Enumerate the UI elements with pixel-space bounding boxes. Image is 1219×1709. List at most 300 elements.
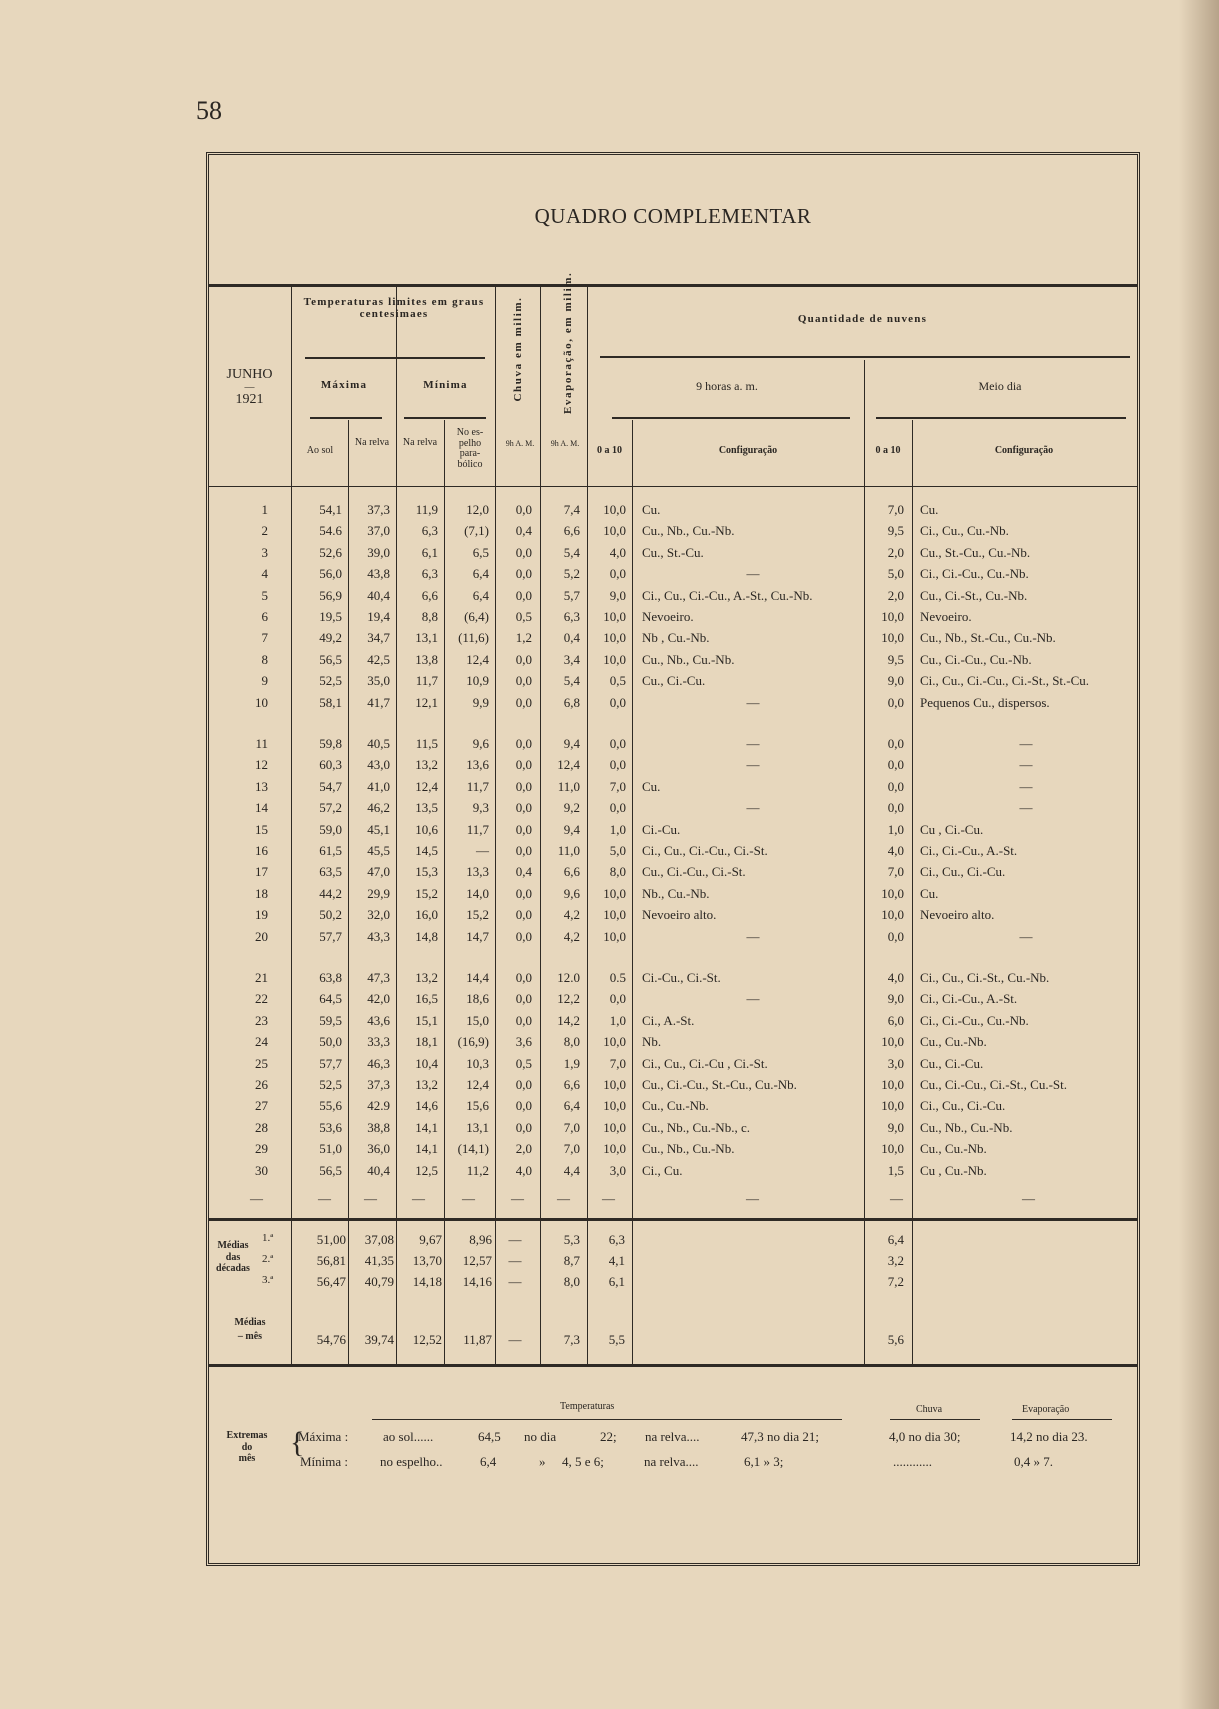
cell-c9: Cu.: [642, 778, 661, 794]
cell-d: 3: [261, 544, 268, 560]
cell-esp: 11,2: [466, 1162, 489, 1178]
cell-n12: 0,0: [887, 800, 904, 816]
cell-min: 12,4: [415, 778, 438, 794]
cell-esp: 15,2: [466, 907, 489, 923]
cell-n12: 9,0: [887, 991, 904, 1007]
cell-eva: 5,2: [563, 566, 580, 582]
decada-n12: 3,2: [887, 1253, 904, 1268]
footer-max-c: no dia: [524, 1429, 557, 1444]
dash-cell: —: [318, 1191, 331, 1206]
cell-sol: 61,5: [319, 843, 342, 858]
cell-c12: Cu., Ci.-Cu.: [920, 1055, 984, 1071]
temp-group-brace: [305, 357, 485, 359]
cell-n9: 4,0: [609, 544, 626, 560]
cell-sol: 54,7: [319, 778, 342, 794]
cell-esp: (7,1): [464, 523, 489, 539]
cell-c9: —: [746, 928, 760, 944]
cell-n9: 0,0: [609, 757, 626, 773]
footer-min-g: ............: [893, 1454, 932, 1469]
cell-min: 6,3: [421, 566, 438, 582]
page-number: 58: [196, 96, 222, 125]
header-month-dash: —: [244, 381, 255, 393]
cell-n12: 2,0: [887, 544, 904, 560]
cell-eva: 1,9: [563, 1055, 580, 1071]
cell-c9: Nevoeiro alto.: [642, 907, 717, 923]
cell-esp: 13,3: [466, 864, 489, 880]
table-title: QUADRO COMPLEMENTAR: [534, 204, 812, 228]
cell-esp: 14,0: [466, 885, 489, 901]
cell-sol: 49,2: [319, 630, 342, 646]
cell-c12: Cu.: [920, 885, 939, 901]
cell-sol: 56,0: [319, 566, 342, 582]
cell-eva: 6,3: [563, 609, 580, 624]
decada-eva: 5,3: [563, 1232, 580, 1247]
cell-eva: 7,4: [563, 502, 580, 517]
cell-chu: 0,0: [515, 651, 532, 667]
nuvens-brace: [600, 356, 1130, 358]
cell-sol: 56,5: [319, 1162, 342, 1178]
cell-d: 20: [255, 928, 268, 944]
cell-rel: 43,0: [367, 757, 390, 773]
cell-chu: 0,0: [515, 991, 532, 1007]
decada-sol: 56,81: [316, 1253, 346, 1268]
cell-min: 15,3: [415, 864, 438, 880]
cell-d: 27: [255, 1098, 268, 1114]
header-month: [208, 368, 291, 408]
dash-cell: —: [364, 1191, 377, 1206]
medias-mes-rel: 39,74: [364, 1332, 394, 1347]
cell-c12: Cu.: [920, 502, 939, 517]
cell-rel: 42,0: [367, 991, 390, 1007]
cell-d: 7: [261, 630, 268, 646]
cell-n12: 10,0: [881, 885, 904, 901]
cell-n9: 7,0: [609, 778, 626, 794]
meio-dia-brace: [876, 417, 1126, 419]
dash-cell: —: [462, 1191, 475, 1206]
cell-min: 13,2: [415, 1077, 438, 1092]
decada-rel: 37,08: [364, 1232, 394, 1247]
cell-c9: Ci., A.-St.: [642, 1012, 695, 1028]
footer-min-a: no espelho..: [380, 1454, 443, 1469]
cell-rel: 45,5: [367, 843, 390, 858]
footer-min-b: 6,4: [480, 1454, 497, 1469]
cell-n9: 0,5: [609, 673, 626, 689]
cell-d: 16: [255, 843, 268, 858]
cell-chu: 0,0: [515, 757, 532, 773]
cell-esp: 10,9: [466, 673, 489, 689]
header-maxima: Máxima: [320, 379, 368, 391]
cell-n9: 10,0: [603, 907, 626, 923]
cell-esp: 11,7: [466, 778, 489, 794]
cell-min: 13,2: [415, 970, 438, 985]
cell-rel: 40,4: [367, 1162, 390, 1178]
cell-rel: 37,3: [367, 502, 390, 517]
cell-min: 14,5: [415, 843, 438, 858]
cell-n12: 3,0: [887, 1055, 904, 1071]
cell-min: 14,1: [415, 1119, 438, 1135]
cell-c12: Ci., Ci.-Cu., A.-St.: [920, 991, 1018, 1007]
cell-chu: 0,0: [515, 907, 532, 923]
cell-rel: 43,6: [367, 1012, 390, 1028]
cell-esp: 9,6: [472, 736, 489, 751]
cell-c9: Ci.-Cu.: [642, 821, 681, 837]
footer-max-a: ao sol......: [383, 1429, 434, 1444]
medias-mes-line2: – mês: [237, 1331, 263, 1342]
medias-mes-n12: 5,6: [887, 1332, 904, 1347]
cell-eva: 0,4: [563, 630, 580, 646]
cell-rel: 41,0: [367, 778, 390, 794]
cell-rel: 34,7: [367, 630, 390, 646]
cell-sol: 51,0: [319, 1141, 342, 1157]
medias-decadas-label: [212, 1240, 254, 1275]
cell-d: 25: [255, 1055, 268, 1071]
decada-rel: 40,79: [364, 1274, 394, 1289]
cell-esp: 14,4: [466, 970, 489, 985]
cell-min: 11,7: [415, 673, 438, 689]
cell-esp: 6,4: [472, 587, 489, 603]
cell-eva: 6,8: [563, 694, 580, 710]
cell-n9: 5,0: [609, 843, 626, 858]
footer-max-label: Máxima :: [298, 1429, 349, 1444]
cell-esp: 12,0: [466, 502, 489, 517]
cell-d: 10: [255, 694, 268, 710]
footer-evaporacao: Evaporação: [1022, 1404, 1070, 1415]
cell-eva: 5,7: [563, 587, 580, 603]
cell-min: 11,9: [415, 502, 438, 517]
cell-c9: —: [746, 991, 760, 1007]
dash-cell: —: [412, 1191, 425, 1206]
cell-c9: —: [746, 736, 760, 751]
cell-n12: 10,0: [881, 1077, 904, 1092]
cell-n12: 0,0: [887, 778, 904, 794]
cell-eva: 9,6: [563, 885, 580, 901]
decada-label: 3.ª: [262, 1274, 274, 1286]
decada-n9: 6,3: [608, 1232, 625, 1247]
dash-cell: —: [890, 1191, 903, 1206]
cell-chu: 0,0: [515, 566, 532, 582]
cell-d: 12: [255, 757, 268, 773]
footer-min-e: na relva....: [644, 1454, 699, 1469]
cell-sol: 53,6: [319, 1119, 342, 1135]
cell-c9: Nevoeiro.: [642, 609, 694, 624]
cell-eva: 12,4: [557, 757, 580, 773]
header-nuvens: Quantidade de nuvens: [797, 313, 928, 325]
cell-n9: 0,0: [609, 800, 626, 816]
cell-c12: Cu , Cu.-Nb.: [920, 1162, 987, 1178]
cell-min: 18,1: [415, 1034, 438, 1050]
cell-n12: 2,0: [887, 587, 904, 603]
cell-chu: 0,4: [515, 864, 532, 880]
cell-chu: 0,0: [515, 843, 532, 858]
cell-sol: 54,1: [319, 502, 342, 517]
cell-esp: 11,7: [466, 821, 489, 837]
cell-n12: 0,0: [887, 736, 904, 751]
cell-n12: 7,0: [887, 502, 904, 517]
decada-n9: 6,1: [608, 1274, 625, 1289]
cell-c9: Cu., Ci.-Cu.: [642, 673, 706, 689]
cell-c12: Cu., Ci.-Cu., Ci.-St., Cu.-St.: [920, 1077, 1067, 1092]
cell-d: 5: [261, 587, 268, 603]
medias-mes-sol: 54,76: [316, 1332, 346, 1347]
dash-cell: —: [250, 1191, 263, 1206]
cell-c12: Ci., Ci.-Cu., Cu.-Nb.: [920, 1012, 1029, 1028]
minima-brace: [404, 417, 486, 419]
cell-eva: 4,2: [563, 907, 580, 923]
cell-n12: 10,0: [881, 609, 904, 624]
medias-decadas-line2: das: [225, 1251, 241, 1263]
cell-c12: Cu., St.-Cu., Cu.-Nb.: [920, 544, 1031, 560]
cell-eva: 11,0: [557, 843, 580, 858]
maxima-brace: [310, 417, 382, 419]
cell-d: 6: [261, 609, 268, 624]
cell-chu: 0,0: [515, 885, 532, 901]
cell-c12: Ci., Ci.-Cu., Cu.-Nb.: [920, 566, 1029, 582]
header-month-label: JUNHO: [226, 367, 273, 382]
cell-chu: 0,5: [515, 1055, 532, 1071]
cell-n12: 9,0: [887, 1119, 904, 1135]
cell-esp: 12,4: [466, 651, 489, 667]
cell-esp: 9,9: [472, 694, 489, 710]
cell-sol: 60,3: [319, 757, 342, 773]
cell-c12: Ci., Cu., Ci.-St., Cu.-Nb.: [920, 970, 1050, 985]
cell-rel: 39,0: [367, 544, 390, 560]
cell-d: 8: [261, 651, 268, 667]
cell-d: 13: [255, 778, 268, 794]
cell-rel: 47,0: [367, 864, 390, 880]
col-divider-n12: [912, 420, 913, 1364]
cell-min: 13,2: [415, 757, 438, 773]
cell-chu: 0,0: [515, 821, 532, 837]
cell-min: 16,0: [415, 907, 438, 923]
cell-n12: 6,0: [887, 1012, 904, 1028]
cell-d: 15: [255, 821, 268, 837]
cell-sol: 50,0: [319, 1034, 342, 1050]
cell-n12: 7,0: [887, 864, 904, 880]
decada-label: 1.ª: [262, 1232, 274, 1244]
cell-n9: 10,0: [603, 630, 626, 646]
cell-min: 8,8: [421, 609, 438, 624]
cell-esp: 13,6: [466, 757, 489, 773]
cell-rel: 40,4: [367, 587, 390, 603]
cell-c9: Nb., Cu.-Nb.: [642, 885, 710, 901]
cell-n9: 9,0: [609, 587, 626, 603]
cell-eva: 4,4: [563, 1162, 580, 1178]
footer-extremas-label: [212, 1430, 282, 1465]
cell-d: 23: [255, 1012, 268, 1028]
header-na-relva-min: Na relva: [402, 437, 438, 448]
cell-eva: 9,2: [563, 800, 580, 816]
medias-mes-esp: 11,87: [463, 1332, 492, 1347]
cell-n9: 0,0: [609, 694, 626, 710]
cell-sol: 56,5: [319, 651, 342, 667]
decada-min: 9,67: [419, 1232, 442, 1247]
cell-n9: 10,0: [603, 1077, 626, 1092]
cell-chu: 0,0: [515, 800, 532, 816]
cell-n9: 10,0: [603, 651, 626, 667]
footer-top-rule: [208, 1364, 1138, 1367]
cell-c12: Cu., Ci.-Cu., Cu.-Nb.: [920, 651, 1032, 667]
cell-chu: 0,0: [515, 778, 532, 794]
cell-c9: Nb , Cu.-Nb.: [642, 630, 710, 646]
header-meio-dia: Meio dia: [978, 379, 1022, 393]
footer-max-f: 47,3 no dia 21;: [741, 1429, 819, 1444]
cell-n9: 8,0: [609, 864, 626, 880]
cell-chu: 0,0: [515, 1012, 532, 1028]
cell-n9: 10,0: [603, 502, 626, 517]
cell-d: 29: [255, 1141, 268, 1157]
cell-esp: 9,3: [472, 800, 489, 816]
decada-esp: 14,16: [462, 1274, 492, 1289]
cell-d: 24: [255, 1034, 268, 1050]
cell-d: 17: [255, 864, 268, 880]
medias-decadas-line3: décadas: [216, 1263, 250, 1274]
cell-chu: 0,4: [515, 523, 532, 539]
cell-rel: 32,0: [367, 907, 390, 923]
cell-sol: 57,7: [319, 928, 342, 944]
cell-rel: 42,5: [367, 651, 390, 667]
cell-eva: 6,6: [563, 1077, 580, 1092]
cell-c9: Ci., Cu., Ci.-Cu., Ci.-St.: [642, 843, 768, 858]
cell-min: 13,5: [415, 800, 438, 816]
footer-temperaturas: Temperaturas: [560, 1401, 615, 1412]
footer-min-c: »: [539, 1454, 546, 1469]
cell-n9: 0,0: [609, 991, 626, 1007]
cell-n12: 4,0: [887, 843, 904, 858]
cell-d: 14: [255, 800, 268, 816]
cell-chu: 0,0: [515, 928, 532, 944]
header-nove-horas: 9 horas a. m.: [696, 379, 758, 393]
cell-n12: 0,0: [887, 928, 904, 944]
header-evaporacao: Evaporação, em milim.: [562, 271, 574, 414]
medias-mes-eva: 7,3: [563, 1332, 580, 1347]
cell-eva: 4,2: [563, 928, 580, 944]
cell-c9: Cu., Cu.-Nb.: [642, 1098, 709, 1114]
cell-min: 15,2: [415, 885, 438, 901]
cell-n9: 10,0: [603, 523, 626, 539]
header-configuracao-9h: Configuração: [718, 445, 778, 456]
cell-sol: 19,5: [319, 609, 342, 624]
col-divider-n9: [632, 420, 633, 1364]
cell-rel: 19,4: [367, 609, 390, 624]
header-chuva: Chuva em milim.: [512, 296, 524, 402]
cell-c9: Nb.: [642, 1034, 662, 1050]
cell-n12: 9,5: [887, 651, 904, 667]
cell-rel: 41,7: [367, 694, 390, 710]
cell-esp: 15,0: [466, 1012, 489, 1028]
cell-chu: 0,0: [515, 1077, 532, 1092]
cell-c9: Cu., Nb., Cu.-Nb.: [642, 651, 735, 667]
cell-c12: —: [1019, 928, 1033, 944]
dash-cell: —: [557, 1191, 570, 1206]
footer-max-h: 14,2 no dia 23.: [1010, 1429, 1088, 1444]
decada-rel: 41,35: [364, 1253, 394, 1268]
cell-n12: 1,0: [887, 821, 904, 837]
cell-n9: 1,0: [609, 821, 626, 837]
cell-min: 10,4: [415, 1055, 438, 1071]
cell-rel: 45,1: [367, 821, 390, 837]
header-chuva-9am: 9h A. M.: [505, 439, 535, 448]
decada-sol: 56,47: [316, 1274, 346, 1289]
cell-rel: 42.9: [367, 1098, 390, 1114]
cell-esp: 14,7: [466, 928, 489, 944]
cell-n12: 1,5: [887, 1162, 904, 1178]
cell-min: 12,5: [415, 1162, 438, 1178]
cell-chu: 0,0: [515, 694, 532, 710]
cell-n12: 10,0: [881, 1141, 904, 1157]
cell-sol: 55,6: [319, 1098, 342, 1114]
cell-chu: 4,0: [515, 1162, 532, 1178]
cell-c9: Ci., Cu.: [642, 1162, 683, 1178]
cell-c12: Ci., Cu., Ci.-Cu.: [920, 864, 1006, 880]
cell-n12: 9,5: [887, 523, 904, 539]
cell-d: 4: [261, 566, 268, 582]
cell-c12: —: [1019, 778, 1033, 794]
cell-c12: Nevoeiro.: [920, 609, 972, 624]
cell-c12: Cu., Ci.-St., Cu.-Nb.: [920, 587, 1028, 603]
cell-n12: 10,0: [881, 1098, 904, 1114]
cell-eva: 12.0: [557, 970, 580, 985]
decada-esp: 8,96: [469, 1232, 492, 1247]
decada-chu: —: [508, 1253, 522, 1268]
cell-sol: 44,2: [319, 885, 342, 901]
cell-n12: 10,0: [881, 1034, 904, 1050]
cell-c12: Cu., Nb., St.-Cu., Cu.-Nb.: [920, 630, 1056, 646]
decada-n12: 7,2: [887, 1274, 904, 1289]
cell-chu: 0,0: [515, 673, 532, 689]
cell-min: 6,3: [421, 523, 438, 539]
cell-d: 9: [261, 673, 268, 689]
dash-cell: —: [511, 1191, 524, 1206]
cell-min: 14,8: [415, 928, 438, 944]
cell-rel: 40,5: [367, 736, 390, 751]
cell-n12: 4,0: [887, 970, 904, 985]
cell-d: 1: [261, 502, 268, 517]
header-evap-9am: 9h A. M.: [550, 439, 580, 448]
cell-n9: 0,0: [609, 566, 626, 582]
cell-n9: 3,0: [609, 1162, 626, 1178]
cell-sol: 52,5: [319, 673, 342, 689]
footer-max-b: 64,5: [478, 1429, 501, 1444]
cell-esp: 13,1: [466, 1119, 489, 1135]
cell-rel: 29,9: [367, 885, 390, 901]
decada-eva: 8,0: [563, 1274, 580, 1289]
cell-sol: 52,5: [319, 1077, 342, 1092]
cell-chu: 0,5: [515, 609, 532, 624]
header-year: 1921: [235, 392, 264, 408]
decada-chu: —: [508, 1274, 522, 1289]
cell-sol: 63,5: [319, 864, 342, 880]
decada-label: 2.ª: [262, 1253, 274, 1265]
header-top-rule: [208, 284, 1138, 287]
header-ao-sol: Ao sol: [306, 445, 334, 456]
cell-n12: 0,0: [887, 694, 904, 710]
cell-eva: 12,2: [557, 991, 580, 1007]
footer-min-h: 0,4 » 7.: [1014, 1454, 1053, 1469]
decada-n9: 4,1: [608, 1253, 625, 1268]
cell-sol: 58,1: [319, 694, 342, 710]
cell-rel: 37,0: [367, 523, 390, 539]
cell-sol: 59,5: [319, 1012, 342, 1028]
medias-mes-chu: —: [508, 1332, 522, 1347]
header-configuracao-12h: Configuração: [994, 445, 1054, 456]
cell-n9: 0.5: [609, 970, 626, 985]
footer-max-e: na relva....: [645, 1429, 700, 1444]
cell-n12: 10,0: [881, 630, 904, 646]
cell-rel: 46,3: [367, 1055, 390, 1071]
cell-c9: Cu., Nb., Cu.-Nb., c.: [642, 1119, 750, 1135]
cell-sol: 59,8: [319, 736, 342, 751]
cell-eva: 11,0: [557, 778, 580, 794]
